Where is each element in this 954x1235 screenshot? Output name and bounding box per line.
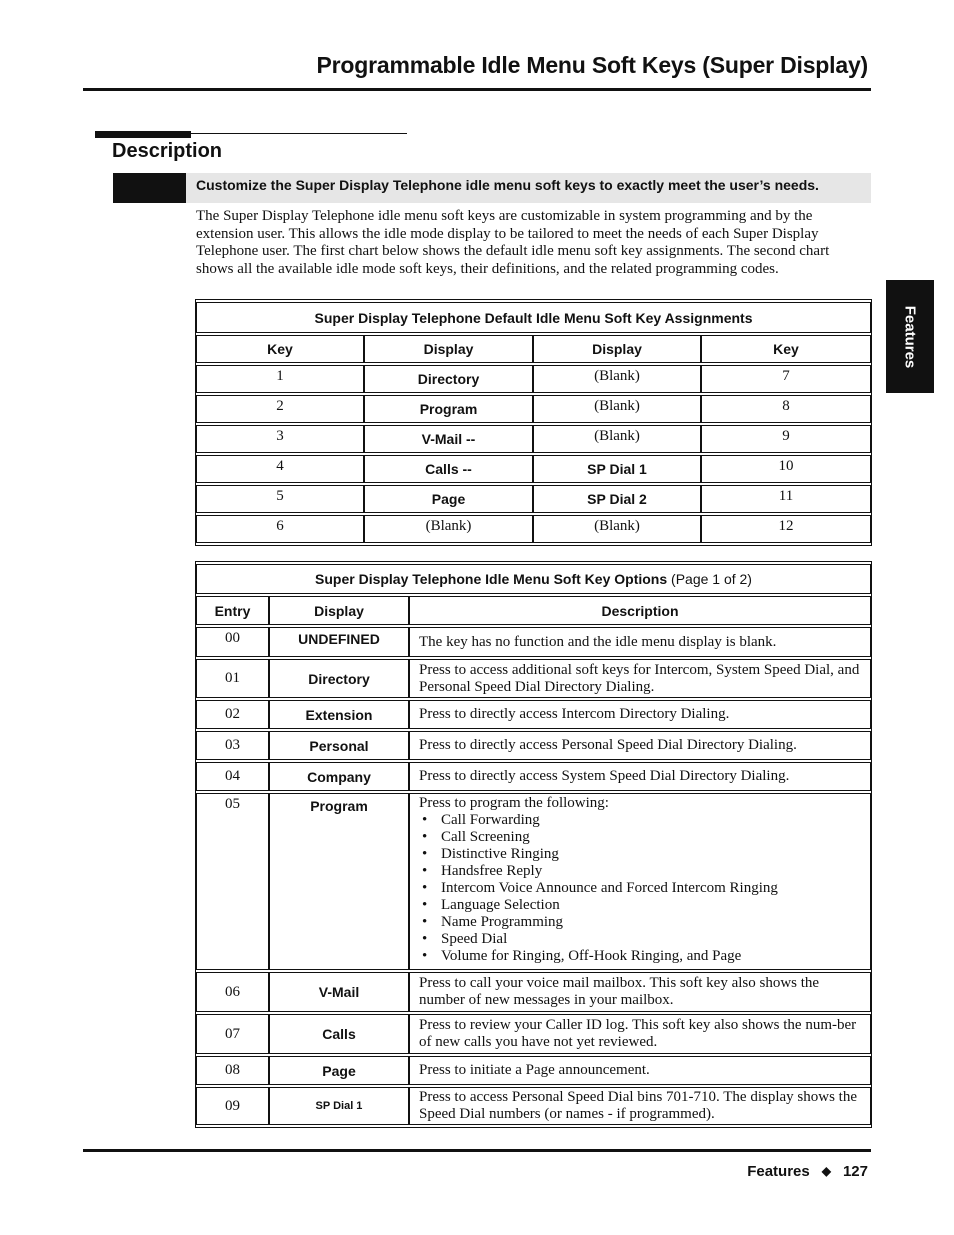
- display-cell: Page: [269, 1056, 409, 1085]
- key-cell: 4: [196, 455, 364, 483]
- title-rule: [83, 88, 871, 91]
- table-caption: Super Display Telephone Default Idle Menu Soft Key Assignments: [196, 302, 871, 333]
- display-cell: SP Dial 1: [269, 1087, 409, 1125]
- column-header: Key: [196, 335, 364, 363]
- key-cell: 12: [701, 515, 871, 543]
- table-row: [196, 515, 871, 543]
- display-cell: (Blank): [533, 515, 701, 543]
- key-cell: 9: [701, 425, 871, 453]
- column-header: Description: [409, 596, 871, 625]
- description-cell: Press to review your Caller ID log. This soft key also shows the num-ber of new calls you have not yet reviewed.: [409, 1014, 871, 1054]
- list-item: • Volume for Ringing, Off-Hook Ringing, and Page: [419, 948, 862, 965]
- description-cell: [409, 793, 871, 970]
- key-cell: 8: [701, 395, 871, 423]
- entry-cell: 07: [196, 1014, 269, 1054]
- page-footer: [747, 1163, 868, 1180]
- entry-cell: 05: [196, 793, 269, 970]
- display-cell: (Blank): [364, 515, 533, 543]
- list-item: • Distinctive Ringing: [419, 846, 862, 863]
- footer-rule: [83, 1149, 871, 1152]
- key-cell: 2: [196, 395, 364, 423]
- display-cell: SP Dial 1: [533, 455, 701, 483]
- table-row: [196, 425, 871, 453]
- entry-cell: 01: [196, 659, 269, 698]
- display-cell: Calls: [269, 1014, 409, 1054]
- table-row: [196, 659, 871, 698]
- side-tab-label: Features: [901, 305, 919, 368]
- soft-key-options-table: [195, 561, 872, 1128]
- description-cell: Press to call your voice mail mailbox. This soft key also shows the number of new messages in your mailbox.: [409, 972, 871, 1012]
- column-header: Entry: [196, 596, 269, 625]
- table-row: [196, 731, 871, 760]
- table-row: [196, 972, 871, 1012]
- list-item: • Handsfree Reply: [419, 863, 862, 880]
- table-caption: [196, 564, 871, 594]
- list-item: • Language Selection: [419, 897, 862, 914]
- page-number: 127: [842, 1163, 868, 1180]
- display-cell: (Blank): [533, 365, 701, 393]
- description-cell: Press to directly access System Speed Dial Directory Dialing.: [409, 762, 871, 791]
- entry-cell: 03: [196, 731, 269, 760]
- entry-cell: 02: [196, 700, 269, 729]
- column-header: Display: [269, 596, 409, 625]
- display-cell: V-Mail --: [364, 425, 533, 453]
- entry-cell: 04: [196, 762, 269, 791]
- description-cell: The key has no function and the idle menu display is blank.: [409, 627, 871, 657]
- table-row: [196, 365, 871, 393]
- display-cell: Extension: [269, 700, 409, 729]
- display-cell: Directory: [269, 659, 409, 698]
- section-title: Description: [112, 140, 223, 162]
- key-cell: 1: [196, 365, 364, 393]
- description-cell: Press to directly access Intercom Directory Dialing.: [409, 700, 871, 729]
- key-cell: 11: [701, 485, 871, 513]
- list-item: • Call Forwarding: [419, 812, 862, 829]
- diamond-icon: ◆: [821, 1164, 831, 1178]
- entry-cell: 06: [196, 972, 269, 1012]
- column-header: Display: [364, 335, 533, 363]
- display-cell: Program: [269, 793, 409, 970]
- description-cell: Press to access additional soft keys for Intercom, System Speed Dial, and Personal Speed Dial Directory Dialing.: [409, 659, 871, 698]
- list-item: • Name Programming: [419, 914, 862, 931]
- display-cell: SP Dial 2: [533, 485, 701, 513]
- entry-cell: 00: [196, 627, 269, 657]
- display-cell: V-Mail: [269, 972, 409, 1012]
- key-cell: 3: [196, 425, 364, 453]
- summary-band: Customize the Super Display Telephone idle menu soft keys to exactly meet the user’s needs.: [186, 173, 871, 203]
- default-keys-table: [195, 299, 872, 546]
- description-intro: Press to program the following:: [419, 795, 609, 811]
- description-cell: Press to directly access Personal Speed Dial Directory Dialing.: [409, 731, 871, 760]
- section-rule-thin: [95, 133, 407, 134]
- table-row: [196, 793, 871, 970]
- display-cell: Calls --: [364, 455, 533, 483]
- display-cell: Page: [364, 485, 533, 513]
- entry-cell: 08: [196, 1056, 269, 1085]
- display-cell: Personal: [269, 731, 409, 760]
- list-item: • Call Screening: [419, 829, 862, 846]
- display-cell: Program: [364, 395, 533, 423]
- display-cell: Company: [269, 762, 409, 791]
- table-row: [196, 1087, 871, 1125]
- key-cell: 7: [701, 365, 871, 393]
- display-cell: (Blank): [533, 425, 701, 453]
- display-cell: (Blank): [533, 395, 701, 423]
- table-row: [196, 455, 871, 483]
- entry-cell: 09: [196, 1087, 269, 1125]
- key-cell: 6: [196, 515, 364, 543]
- footer-section: Features: [747, 1163, 810, 1180]
- key-cell: 5: [196, 485, 364, 513]
- intro-paragraph: The Super Display Telephone idle menu soft keys are customizable in system programming and by the extension user. This allows the idle mode display to be tailored to meet the needs of each Super Display Telephone user. The first chart below shows the default idle menu soft key assignments. The second chart shows all the available idle mode soft keys, their definitions, and the related programming codes.: [196, 208, 830, 277]
- table-row: [196, 762, 871, 791]
- bullet-list: [419, 812, 862, 965]
- column-header: Display: [533, 335, 701, 363]
- list-item: • Intercom Voice Announce and Forced Intercom Ringing: [419, 880, 862, 897]
- table-caption-title: Super Display Telephone Idle Menu Soft Key Options: [315, 571, 668, 587]
- description-cell: Press to access Personal Speed Dial bins 701-710. The display shows the Speed Dial numbers (or names - if programmed).: [409, 1087, 871, 1125]
- table-caption-note: (Page 1 of 2): [671, 571, 752, 587]
- table-row: [196, 627, 871, 657]
- side-tab[interactable]: [886, 280, 934, 393]
- table-row: [196, 485, 871, 513]
- description-cell: Press to initiate a Page announcement.: [409, 1056, 871, 1085]
- summary-marker: [113, 173, 186, 203]
- table-row: [196, 700, 871, 729]
- table-row: [196, 1014, 871, 1054]
- list-item: • Speed Dial: [419, 931, 862, 948]
- display-cell: UNDEFINED: [269, 627, 409, 657]
- key-cell: 10: [701, 455, 871, 483]
- display-cell: Directory: [364, 365, 533, 393]
- table-row: [196, 395, 871, 423]
- column-header: Key: [701, 335, 871, 363]
- page-title: Programmable Idle Menu Soft Keys (Super Display): [316, 52, 868, 78]
- table-row: [196, 1056, 871, 1085]
